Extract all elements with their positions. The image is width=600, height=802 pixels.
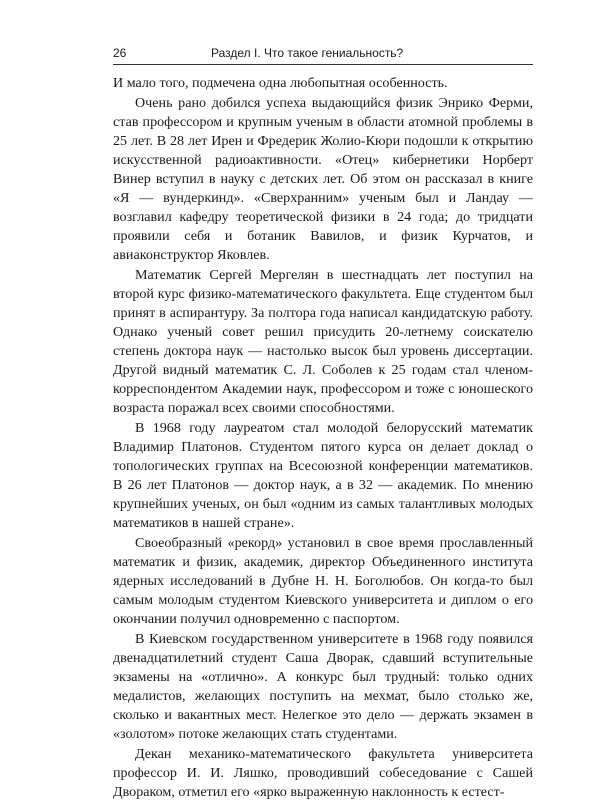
paragraph: В Киевском государственном университете в 1968 году появился двенадцатилетний студент Саша Дворак, сдавший вступительные экзамены на «отлично». А конкурс был трудный: только одних медалистов, желающих поступить на мехмат, было столько же, сколько и вакантных мест. Нелегкое это дело — держать экзамен в «золотом» потоке желающих стать студентами. xyxy=(113,631,533,742)
paragraph: Очень рано добился успеха выдающийся физик Энрико Ферми, став профессором и крупным ученым в области атомной проблемы в 25 лет. В 28 лет Ирен и Фредерик Жолио-Кюри подошли к открытию искусственной радиоактивности. «Отец» кибернетики Норберт Винер вступил в науку с детских лет. Об этом он рассказал в книге «Я — вундеркинд». «Сверхранним» ученым был и Ландау — возглавил кафедру теоретической физики в 24 года; до тридцати проявили себя и ботаник Вавилов, и физик Курчатов, и авиаконструктор Яковлев. xyxy=(113,95,533,263)
paragraph: В 1968 году лауреатом стал молодой белорусский математик Владимир Платонов. Студентом пятого курса он делает доклад о топологических группах на Всесоюзной конференции математиков. В 26 лет Платонов — доктор наук, а в 32 — академик. По мнению крупнейших ученых, он был «одним из самых талантливых молодых математиков в нашей стране». xyxy=(113,420,533,531)
body-text xyxy=(113,74,533,802)
paragraph: Своеобразный «рекорд» установил в свое время прославленный математик и физик, академик, директор Объединенного института ядерных исследований в Дубне Н. Н. Боголюбов. Он когда-то был самым молодым студентом Киевского университета и диплом о его окончании получил одновременно с паспортом. xyxy=(113,535,533,627)
paragraph: И мало того, подмечена одна любопытная особенность. xyxy=(113,75,448,91)
paragraph: Декан механико-математического факультета университета профессор И. И. Ляшко, проводивший собеседование с Сашей Двораком, отметил его «ярко выраженную наклонность к естест- xyxy=(113,746,533,800)
running-title: Раздел I. Что такое гениальность? xyxy=(211,46,404,60)
page-number: 26 xyxy=(113,46,127,60)
paragraph: Математик Сергей Мергелян в шестнадцать лет поступил на второй курс физико-математического факультета. Еще студентом был принят в аспирантуру. За полтора года написал кандидатскую работу. Однако ученый совет решил присудить 20-летнему соискателю степень доктора наук — настолько высок был уровень диссертации. Другой видный математик С. Л. Соболев к 25 годам стал членом-корреспондентом Академии наук, профессором и тоже с юношеского возраста поражал всех своими способностями. xyxy=(113,267,533,416)
page-header xyxy=(113,44,533,65)
